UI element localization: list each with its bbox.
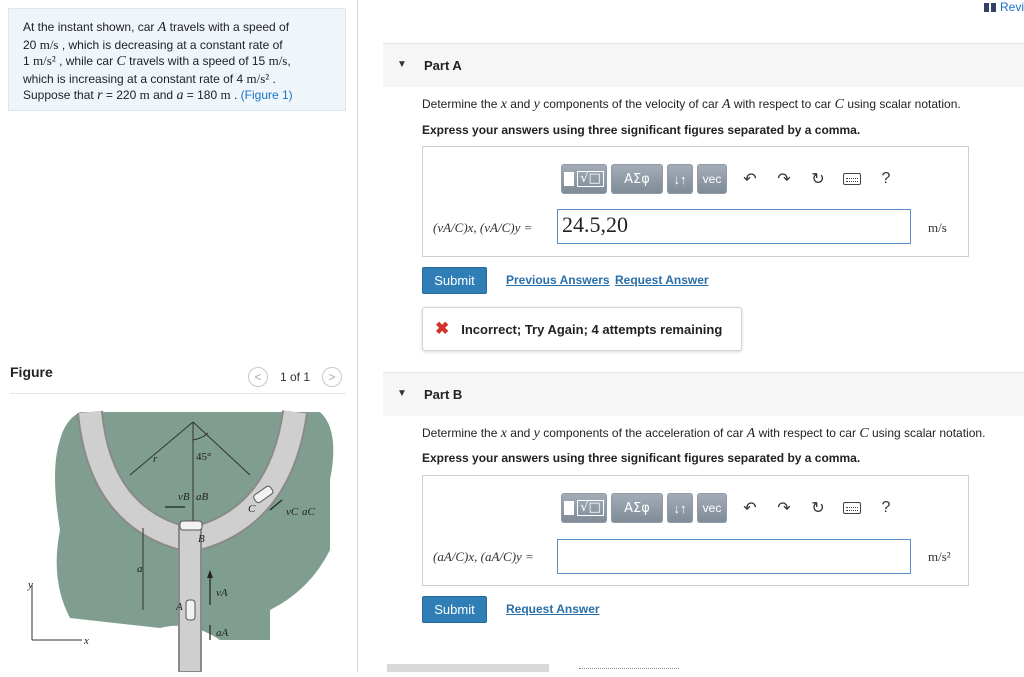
undo-icon[interactable]: ↶ bbox=[743, 500, 757, 517]
review-icon bbox=[984, 3, 996, 12]
figure-header bbox=[10, 362, 346, 394]
accel-c-value: 4 bbox=[236, 71, 244, 86]
redo-icon[interactable]: ↷ bbox=[777, 500, 791, 517]
problem-text: travels with a speed of bbox=[129, 54, 249, 68]
keyboard-icon bbox=[843, 173, 861, 185]
sqrt-icon: √□ bbox=[577, 500, 604, 516]
left-pane bbox=[0, 0, 358, 672]
review-label: Revi bbox=[999, 0, 1024, 14]
figure-link[interactable]: (Figure 1) bbox=[240, 88, 293, 102]
help-icon[interactable]: ? bbox=[881, 170, 891, 187]
templates-button[interactable] bbox=[561, 164, 607, 194]
figure-image bbox=[10, 400, 346, 672]
unit: m bbox=[220, 87, 231, 102]
part-a-unit: m/s bbox=[928, 220, 947, 235]
car-c-symbol: C bbox=[834, 97, 844, 112]
template-box-icon bbox=[564, 501, 574, 515]
vertical-road bbox=[179, 525, 201, 672]
feedback-message: Incorrect; Try Again; 4 attempts remaining bbox=[461, 321, 723, 337]
label-car-a: A bbox=[176, 601, 183, 613]
unit: m/s bbox=[39, 36, 59, 52]
undo-icon[interactable]: ↶ bbox=[743, 171, 757, 188]
part-a-submit-button[interactable]: Submit bbox=[422, 267, 487, 294]
label-vc: vC bbox=[286, 506, 299, 518]
greek-symbols-button[interactable]: ΑΣφ bbox=[611, 164, 663, 194]
problem-text: , bbox=[287, 54, 291, 68]
question-text: and bbox=[510, 97, 531, 111]
problem-text: . bbox=[272, 71, 276, 86]
label-aa: aA bbox=[216, 627, 229, 639]
arrows-button[interactable]: ↓↑ bbox=[667, 164, 693, 194]
vec-button[interactable]: vec bbox=[697, 493, 727, 523]
problem-text: travels with a speed of bbox=[169, 20, 290, 34]
car-a-symbol: A bbox=[157, 20, 167, 35]
review-link[interactable] bbox=[984, 0, 1024, 14]
figure-next-button[interactable]: > bbox=[322, 367, 342, 387]
collapse-caret-icon: ▼ bbox=[397, 388, 407, 399]
part-a-answer-input[interactable]: 24.5,20 bbox=[557, 209, 911, 244]
part-b-request-answer-link[interactable]: Request Answer bbox=[506, 602, 600, 616]
part-a-request-answer-link[interactable]: Request Answer bbox=[615, 273, 709, 287]
math-toolbar bbox=[561, 493, 901, 523]
unit: m/s² bbox=[246, 70, 270, 86]
label-ab: aB bbox=[196, 491, 209, 503]
redo-icon[interactable]: ↷ bbox=[777, 171, 791, 188]
arrows-button[interactable]: ↓↑ bbox=[667, 493, 693, 523]
question-text: components of the acceleration of car bbox=[543, 426, 744, 440]
bottom-button-stub[interactable] bbox=[387, 664, 549, 672]
part-b-submit-button[interactable]: Submit bbox=[422, 596, 487, 623]
y-symbol: y bbox=[533, 97, 540, 112]
label-y-axis: y bbox=[28, 579, 33, 591]
question-text: components of the velocity of car bbox=[543, 97, 719, 111]
part-a-header[interactable] bbox=[383, 43, 1024, 87]
greek-symbols-button[interactable]: ΑΣφ bbox=[611, 493, 663, 523]
decel-a-value: 1 bbox=[23, 54, 30, 68]
problem-text: , which is decreasing at a constant rate of bbox=[61, 37, 283, 52]
label-x-axis: x bbox=[84, 635, 89, 647]
keyboard-icon bbox=[843, 502, 861, 514]
reset-icon[interactable]: ↻ bbox=[811, 500, 825, 517]
figure-prev-button[interactable]: < bbox=[248, 367, 268, 387]
speed-c-value: 15 bbox=[251, 54, 266, 68]
a-symbol: a bbox=[176, 88, 184, 103]
question-text: with respect to car bbox=[758, 426, 856, 440]
question-text: Determine the bbox=[422, 97, 498, 111]
unit: m/s² bbox=[33, 53, 56, 68]
part-b-header[interactable] bbox=[383, 372, 1024, 416]
question-text: using scalar notation. bbox=[872, 426, 986, 440]
car-a bbox=[186, 600, 195, 620]
part-b-answer-input[interactable] bbox=[557, 539, 911, 574]
right-pane bbox=[359, 0, 1024, 672]
math-toolbar bbox=[561, 164, 901, 194]
label-c: C bbox=[248, 503, 256, 515]
part-b-unit: m/s² bbox=[928, 549, 951, 564]
car-c-symbol: C bbox=[116, 54, 126, 69]
question-text: using scalar notation. bbox=[847, 97, 961, 111]
reset-icon[interactable]: ↻ bbox=[811, 171, 825, 188]
previous-answers-link[interactable]: Previous Answers bbox=[506, 273, 610, 287]
part-b-title: Part B bbox=[424, 387, 463, 402]
part-a-question bbox=[422, 97, 961, 113]
part-b-question bbox=[422, 426, 985, 442]
part-b-instruction: Express your answers using three significant figures separated by a comma. bbox=[422, 451, 861, 465]
question-text: with respect to car bbox=[733, 97, 832, 111]
help-icon[interactable]: ? bbox=[881, 499, 891, 516]
a-value: = 180 bbox=[186, 88, 218, 102]
label-r: r bbox=[153, 453, 158, 465]
keyboard-button[interactable] bbox=[837, 164, 867, 194]
figure-pager-text: 1 of 1 bbox=[280, 370, 311, 384]
label-angle: 45° bbox=[196, 451, 212, 463]
problem-text: Suppose that bbox=[23, 88, 94, 102]
r-symbol: r bbox=[97, 88, 103, 103]
sqrt-icon: √□ bbox=[577, 171, 604, 187]
y-symbol: y bbox=[533, 426, 540, 441]
keyboard-button[interactable] bbox=[837, 493, 867, 523]
templates-button[interactable] bbox=[561, 493, 607, 523]
car-a-symbol: A bbox=[722, 97, 731, 112]
template-box-icon bbox=[564, 172, 574, 186]
speed-a-value: 20 bbox=[23, 37, 37, 52]
label-ac: aC bbox=[302, 506, 315, 518]
collapse-caret-icon: ▼ bbox=[397, 59, 407, 70]
problem-text: . bbox=[233, 88, 238, 102]
label-a: a bbox=[137, 563, 143, 575]
question-text: Determine the bbox=[422, 426, 498, 440]
unit: m/s bbox=[268, 53, 288, 68]
figure-drawing bbox=[10, 400, 346, 672]
part-a-answer-box bbox=[422, 146, 969, 257]
r-value: = 220 bbox=[105, 88, 137, 102]
bottom-link-stub bbox=[579, 668, 679, 669]
part-a-feedback bbox=[422, 307, 742, 351]
x-symbol: x bbox=[500, 426, 507, 441]
unit: m bbox=[139, 87, 150, 102]
problem-text: , while car bbox=[59, 54, 114, 68]
car-b bbox=[180, 521, 202, 530]
label-va: vA bbox=[216, 587, 228, 599]
car-c-symbol: C bbox=[859, 426, 869, 441]
problem-text: and bbox=[153, 88, 174, 102]
label-vb: vB bbox=[178, 491, 190, 503]
problem-text: At the instant shown, car bbox=[23, 20, 155, 34]
part-b-answer-box bbox=[422, 475, 969, 586]
part-a-title: Part A bbox=[424, 58, 462, 73]
vec-button[interactable]: vec bbox=[697, 164, 727, 194]
label-b: B bbox=[198, 533, 205, 545]
car-a-symbol: A bbox=[746, 426, 756, 441]
x-symbol: x bbox=[500, 97, 507, 112]
part-a-answer-label: (vA/C)x, (vA/C)y = bbox=[433, 220, 533, 235]
figure-title: Figure bbox=[10, 364, 53, 380]
part-a-instruction: Express your answers using three significant figures separated by a comma. bbox=[422, 123, 861, 137]
part-b-answer-label: (aA/C)x, (aA/C)y = bbox=[433, 549, 534, 564]
incorrect-icon: ✖ bbox=[435, 319, 450, 338]
problem-statement bbox=[8, 8, 346, 111]
problem-text: which is increasing at a constant rate of bbox=[23, 71, 234, 86]
question-text: and bbox=[510, 426, 531, 440]
